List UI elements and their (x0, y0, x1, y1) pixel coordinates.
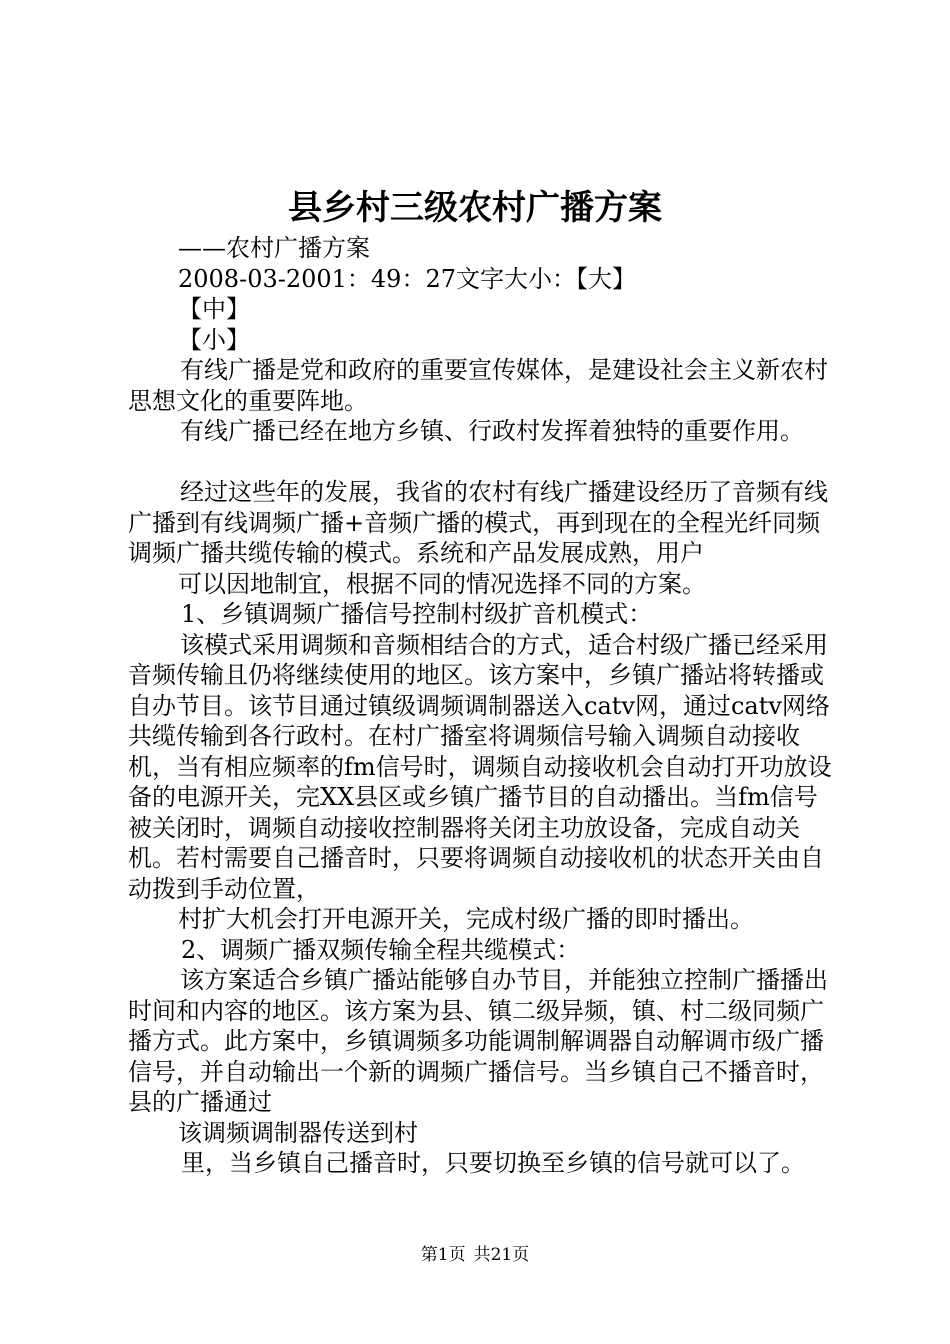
paragraph: 该模式采用调频和音频相结合的方式，适合村级广播已经采用音频传输且仍将继续使用的地区。该方案中，乡镇广播站将转播或自办节目。该节目通过镇级调频调制器送入catv网，通过catv网络共缆传输到各行政村。在村广播室将调频信号输入调频自动接收机，当有相应频率的fm信号时，调频自动接收机会自动打开功放设备的电源开关，完XX县区或乡镇广播节目的自动播出。当fm信号被关闭时，调频自动接收控制器将关闭主功放设备，完成自动关机。若村需要自己播音时，只要将调频自动接收机的状态开关由自动拨到手动位置， (128, 630, 832, 903)
document-subtitle: ——农村广播方案 (178, 234, 370, 262)
paragraph: 里，当乡镇自己播音时，只要切换至乡镇的信号就可以了。 (181, 1149, 805, 1177)
paragraph: 有线广播已经在地方乡镇、行政村发挥着独特的重要作用。 (180, 417, 804, 445)
section-heading: 1、乡镇调频广播信号控制村级扩音机模式： (181, 600, 653, 628)
font-size-small-option: 【小】 (178, 325, 250, 354)
page-number: 第1页 (420, 1245, 466, 1265)
document-body (128, 233, 840, 1179)
meta-line: 2008-03-2001：49：27文字大小：【大】 (178, 264, 636, 293)
paragraph: 可以因地制宜，根据不同的情况选择不同的方案。 (178, 569, 706, 598)
paragraph: 该调频调制器传送到村 (178, 1118, 418, 1147)
page-footer (0, 1243, 950, 1267)
paragraph-gap (128, 447, 840, 478)
section-heading: 2、调频广播双频传输全程共缆模式： (181, 935, 581, 964)
paragraph: 有线广播是党和政府的重要宣传媒体，是建设社会主义新农村思想文化的重要阵地。 (128, 356, 828, 415)
page-total: 共21页 (473, 1245, 530, 1265)
paragraph: 经过这些年的发展，我省的农村有线广播建设经历了音频有线广播到有线调频广播+音频广播的模式，再到现在的全程光纤同频调频广播共缆传输的模式。系统和产品发展成熟，用户 (128, 478, 828, 567)
paragraph: 村扩大机会打开电源开关，完成村级广播的即时播出。 (178, 905, 754, 933)
font-size-medium-option: 【中】 (178, 295, 250, 323)
document-title: 县乡村三级农村广播方案 (288, 188, 662, 228)
paragraph: 该方案适合乡镇广播站能够自办节目，并能独立控制广播播出时间和内容的地区。该方案为县、镇二级异频，镇、村二级同频广播方式。此方案中，乡镇调频多功能调制解调器自动解调市级广播信号，并自动输出一个新的调频广播信号。当乡镇自己不播音时，县的广播通过 (128, 966, 828, 1116)
